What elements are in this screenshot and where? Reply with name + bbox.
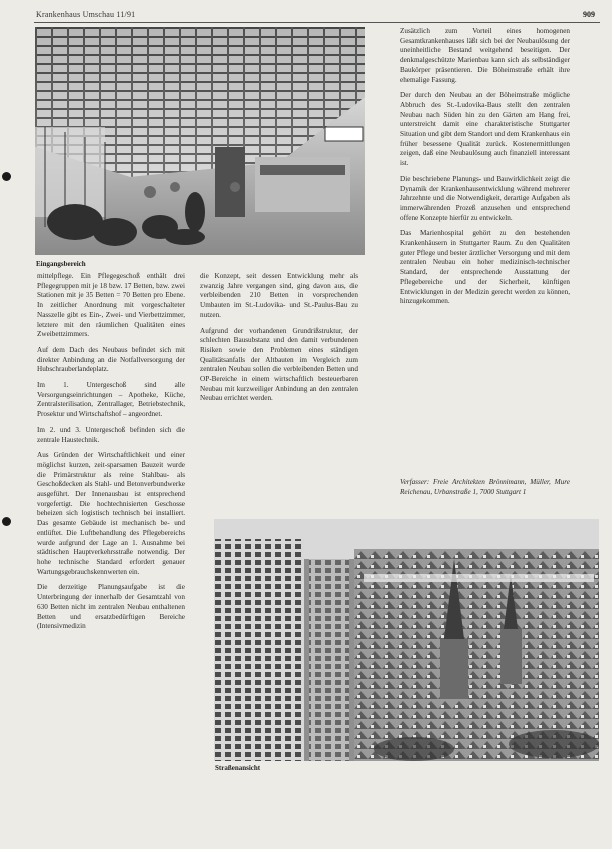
paragraph: Die derzeitige Planungsaufgabe ist die Unterbringung der innerhalb der Gesamtzahl von 630 Betten nicht im zentralen Neubau enthaltenen Betten und ersatzbedürftigen Bereiche (Intensivmedizin	[37, 583, 185, 631]
punch-hole	[2, 517, 11, 526]
paragraph: Der durch den Neubau an der Böheimstraße mögliche Abbruch des St.-Ludovika-Baus stellt den zentralen Neubau nach Süden hin zu den Gärten am Hang frei, unterstreicht damit eine charakteristische Stuttgarter Situation und gibt dem Standort und dem Krankenhaus ein früher besessene Qualität zurück. Kostenermittlungen zeigen, daß eine Neubaulösung auch finanziell interessant ist.	[400, 91, 570, 168]
text-column-middle	[200, 272, 358, 522]
paragraph: Aufgrund der vorhandenen Grundrißstruktur, der schlechten Bausubstanz und den damit verbundenen Risiken sowie den Problemen eines ständigen Qualitätsanfalls der Altbauten im Vergleich zum zentralen Neubau sollen die verbleibenden Betten und OP-Bereiche in einem wirtschaftlich besteuerbaren Neubau mit kurzweiliger Anbindung an den zentralen Neubau errichtet werden.	[200, 326, 358, 403]
paragraph: mittelpflege. Ein Pflegegeschoß enthält drei Pflegegruppen mit je 18 bzw. 17 Betten, bzw. zwei Stationen mit je 35 Betten = 70 Betten pro Ebene. In zeitlicher Anordnung mit vorgeschalteter Nasszelle gibt es Ein-, Zwei- und Vierbettzimmer, letztere mit den räumlichen Qualitäten eines Zweibettzimmers.	[37, 272, 185, 339]
photo-caption: Eingangsbereich	[36, 260, 86, 268]
header-rule	[34, 22, 600, 23]
text-column-left	[37, 272, 185, 844]
paragraph: Zusätzlich zum Vorteil eines homogenen Gesamtkrankenhauses läßt sich bei der Neubaulösung der uneinheitliche Bestand weitgehend beseitigen. Der denkmalgeschützte Marienbau kann sich als selbständiger Baukörper präsentieren. Die Böheimstraße erhält ihre ehemalige Fassung.	[400, 27, 570, 84]
paragraph: Das Marienhospital gehört zu den bestehenden Krankenhäusern in Stuttgarter Raum. Zu den Qualitäten guter Pflege und bester ärztlicher Versorgung und mit dem zentralen Neubau ein hoher medizinisch-technischer Standard, der entsprechende Ausstattung der Pflegebereiche und der Sicherheit, künftigen Entwicklungen in der Medizin gerecht werden zu können, hinzugekommen.	[400, 229, 570, 306]
street-view-photo	[214, 519, 599, 761]
paragraph: Die beschriebene Planungs- und Bauwirklichkeit zeigt die Dynamik der Krankenhausentwicklung während mehrerer Jahrzehnte und die Notwendigkeit, derartige Aufgaben als immerwährenden Prozeß anzusehen und entsprechend offene Konzepte hierfür zu entwickeln.	[400, 174, 570, 222]
text-column-right	[400, 27, 570, 503]
author-credit: Verfasser: Freie Architekten Brönnimann, Müller, Mure Reichenau, Urbanstraße 1, 7000 Stuttgart 1	[400, 478, 570, 496]
page-number: 909	[583, 10, 595, 19]
paragraph: Im 1. Untergeschoß sind alle Versorgungseinrichtungen – Apotheke, Küche, Zentralsterilisation, Zentrallager, Betriebstechnik, Prosektur und Wirtschaftshof – angeordnet.	[37, 381, 185, 419]
photo-caption: Straßenansicht	[215, 764, 261, 772]
paragraph: Aus Gründen der Wirtschaftlichkeit und einer möglichst kurzen, zeit-sparsamen Bauzeit wurde die Primärstruktur als reine Stahlbau- als Geschoßdecken als Stahl- und Betonverbundwerke ausgeführt. Der Innenausbau ist entsprechend vorgefertigt. Die hochtechnisierten Geschosse beheizen sich logistisch technisch bei installiert. Das gesamte Gebäude ist mechanisch be- und entlüftet. Die Luftbehandlung des Pflegebereichs wurde aufgrund der Lage an 1. Ausnahme bei städtischen Hauptverkehrsstraße notwendig. Der hohe technische Standard erfordert genauer Wartungsgebrauchskennwerten ein.	[37, 451, 185, 576]
paragraph: Auf dem Dach des Neubaus befindet sich mit direkter Anbindung an die Notfallversorgung der Hubschrauberlandeplatz.	[37, 345, 185, 374]
entrance-hall-photo	[35, 27, 365, 255]
paragraph: Im 2. und 3. Untergeschoß befinden sich die zentrale Haustechnik.	[37, 425, 185, 444]
running-head: Krankenhaus Umschau 11/91	[36, 10, 136, 19]
punch-hole	[2, 172, 11, 181]
paragraph: die Konzept, seit dessen Entwicklung mehr als zwanzig Jahre vergangen sind, ging davon aus, die verbleibenden 210 Betten in vorsprechenden Umbauten im St.-Ludovika- und St.-Paulus-Bau zu nutzen.	[200, 272, 358, 319]
